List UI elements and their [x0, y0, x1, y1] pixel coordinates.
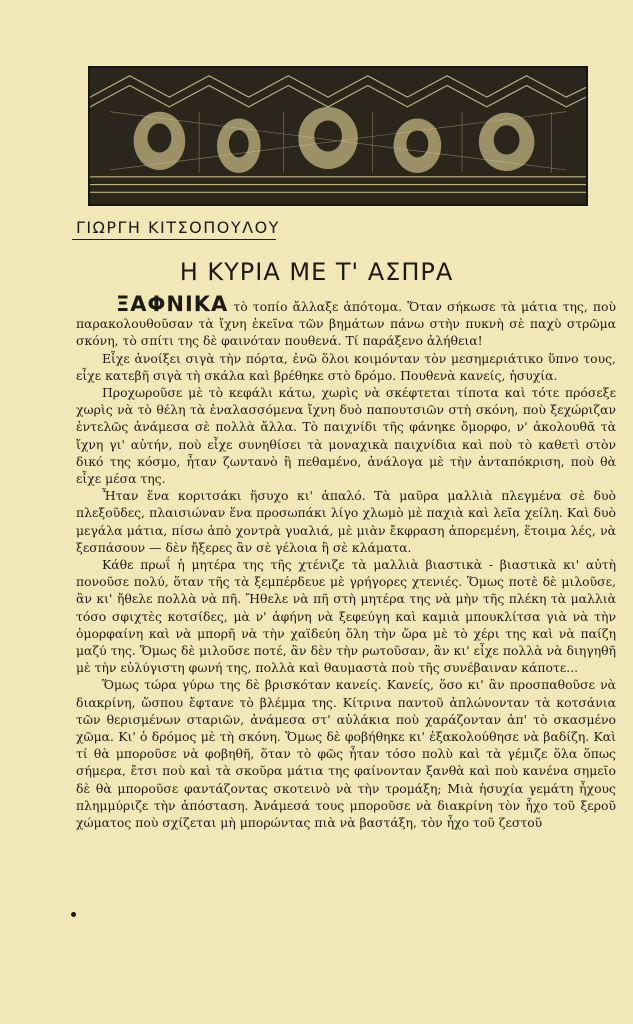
- paragraph: Εἶχε ἀνοίξει σιγὰ τὴν πόρτα, ἐνῶ ὅλοι κοιμόνταν τὸν μεσημεριάτικο ὕπνο τους, εἶχε κατεβῆ σιγὰ τὴ σκάλα καὶ βρέθηκε στὸ δρόμο. Πουθενὰ κανείς, ἡσυχία.: [76, 350, 616, 383]
- paragraph: [76, 292, 616, 350]
- story-title: Η ΚΥΡΙΑ ΜΕ Τ' ΑΣΠΡΑ: [179, 258, 454, 286]
- paragraph: Ὅμως τώρα γύρω της δὲ βρισκόταν κανείς. Κανείς, ὅσο κι' ἂν προσπαθοῦσε νὰ διακρίνη, ὥσπου ἔφτανε τὸ βλέμμα της. Κίτρινα παντοῦ ἁπλώνονταν τὰ κοτσάνια τῶν θερισμένων σταριῶν, ἀνάμεσα στ' αὐλάκια ποὺ χαράζονταν ἀπ' τὸ σκασμένο χῶμα. Κι' ὁ δρόμος μὲ τὴ σκόνη. Ὅμως δὲ φοβήθηκε κι' ἐξακολούθησε νὰ βαδίζη. Καὶ τί θὰ μποροῦσε νὰ φοβηθῆ, ὅταν τὸ φῶς ἦταν τόσο πολὺ καὶ τὰ γέμιζε ὅλα ὅπως σήμερα, ἔτσι ποὺ καὶ τὰ σκοῦρα μάτια της φαίνονταν ξανθὰ καὶ ποὺ κανένα σημεῖο δὲ θὰ μποροῦσε φαντάζοντας σκοτεινὸ νὰ τὴν τρομάξη; Μιὰ ἡσυχία γεμάτη ἦχους πλημμύριζε τὴν ἀπόσταση. Ἀνάμεσά τους μποροῦσε νὰ διακρίνη τὸν ἦχο τοῦ ξεροῦ χώματος ποὺ σχίζεται μὴ μπορώντας πιὰ νὰ βαστάξη, τὸν ἦχο τοῦ ζεστοῦ: [76, 677, 616, 831]
- ornament-icon: [90, 68, 586, 204]
- author-underline: [72, 239, 276, 240]
- paragraph: Ἦταν ἕνα κοριτσάκι ἥσυχο κι' ἁπαλό. Τὰ μαῦρα μαλλιὰ πλεγμένα σὲ δυὸ πλεξοῦδες, πλαισιώναν ἕνα προσωπάκι λίγο χλωμὸ μὲ παχιὰ καὶ λεῖα χείλη. Καὶ δυὸ μεγάλα μάτια, πίσω ἀπὸ χοντρὰ γυαλιά, μὲ μιὰν ἔκφραση ἀπορεμένη, ἕτοιμα λές, νὰ ξεσπάσουν — δὲν ἤξερες ἂν σὲ γέλοια ἢ σὲ κλάματα.: [76, 488, 616, 555]
- story-body: [76, 292, 616, 831]
- paragraph: Κάθε πρωΐ ἡ μητέρα της τῆς χτένιζε τὰ μαλλιὰ βιαστικὰ - βιαστικὰ κι' αὐτὴ πονοῦσε πολύ, ὅταν τῆς τὰ ξεμπέρδευε μὲ γρήγορες χτενιές. Ὅμως ποτὲ δὲ μιλοῦσε, ἂν κι' ἤθελε πολλὰ νὰ πῆ. Ἤθελε νὰ πῆ στὴ μητέρα της νὰ μὴν τῆς πλέκη τὰ μαλλιὰ τόσο σφιχτὲς κοτσίδες, μὰ ν' ἀφήνη νὰ ξεφεύγη καὶ καμιὰ μπουκλίτσα γιὰ νὰ τὴν ὀμορφαίνη καὶ νὰ μπορῆ νὰ τὴν χαϊδεύη ὅλη τὴν ὥρα μὲ τὸ χέρι της καὶ νὰ παίζη μαζύ της. Ὅμως δὲ μιλοῦσε ποτέ, ἂν δὲν τὴν ρωτοῦσαν, ἂν κι' εἶχε πολλὰ νὰ διηγηθῆ μὲ τὴν εὐλύγιστη φωνή της, πολλὰ καὶ θαυμαστὰ ποὺ τῆς συνέβαιναν κάποτε...: [76, 557, 616, 676]
- paragraph-text: τὸ τοπίο ἄλλαξε ἀπότομα. Ὅταν σήκωσε τὰ μάτια της, ποὺ παρακολουθοῦσαν τὰ ἴχνη ἐκεῖνα τῶν βημάτων πάνω στὴν πυκνὴ σὲ παχὺ στρῶμα σκόνη, τὸ σπίτι της δὲ φαινόταν πουθενά. Τί παράξενο ἀλήθεια!: [76, 299, 616, 349]
- header-illustration: [88, 66, 588, 206]
- paragraph: Προχωροῦσε μὲ τὸ κεφάλι κάτω, χωρὶς νὰ σκέφτεται τίποτα καὶ τότε πρόσεξε χωρὶς νὰ τὸ θέλη τὰ ἐναλασσόμενα ἴχνη δυὸ παπουτσιῶν στὴ σκόνη, ποὺ ξεχώριζαν ἐντελῶς ἀνάμεσα σὲ πολλὰ ἄλλα. Τὸ παιχνίδι τῆς φάνηκε ὄμορφο, ν' ἀκολουθᾶ τὰ ἴχνη γι' αὐτήν, ποὺ εἶχε συνηθίσει τὰ μοναχικὰ παιχνίδια καὶ ποὺ τὸ καθετὶ στὸν δικό της κόσμο, ἦταν ζωντανὸ ἢ πεθαμένο, ἀνάλογα μὲ τὴν ἀνταπόκριση, ποὺ θὰ εἶχε μέσα της.: [76, 385, 616, 487]
- author-name: ΓΙΩΡΓΗ ΚΙΤΣΟΠΟΥΛΟΥ: [76, 218, 280, 237]
- drop-cap-word: ΞΑΦΝΙΚΑ: [116, 292, 229, 316]
- ink-dot-mark: [71, 912, 76, 917]
